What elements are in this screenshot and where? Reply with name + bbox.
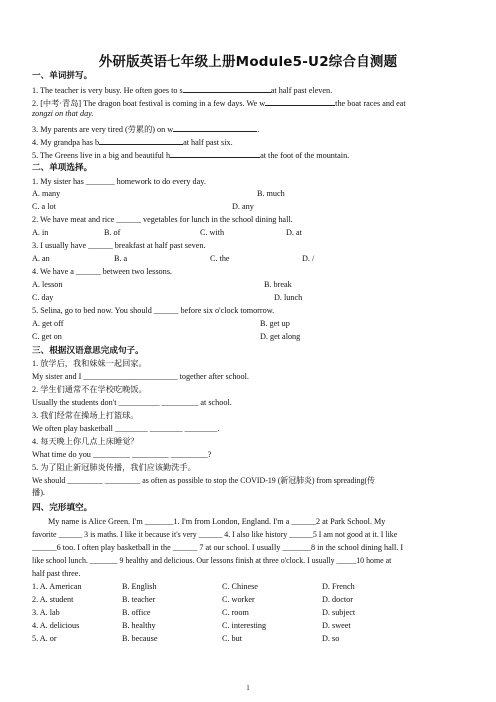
s3-q1-chinese: 1. 放学后，我和妹妹一起回家。 — [32, 359, 147, 368]
section-3-heading: 三、根据汉语意思完成句子。 — [32, 346, 144, 356]
s3-q5-chinese: 5. 为了阻止新冠肺炎传播，我们应该勤洗手。 — [32, 463, 196, 472]
s2-question-2: 2. We have meat and rice ______ vegetables for lunch in the school dining hall. — [32, 215, 293, 224]
page-title: 外研版英语七年级上册Module5-U2综合自测题 — [98, 54, 398, 70]
s2-question-4: 4. We have a ______ between two lessons. — [32, 267, 172, 276]
document-page: 外研版英语七年级上册Module5-U2综合自测题 一、单词拼写。 1. The teacher is very busy. He often goes to s at half past eleven. 2. [中考·青岛] The dragon boat festival is coming in a few days. We w the boat races and eat zongzi on that day. 3. My parents are very tired (劳累的) on w . 4. My grandpa has b at half past six. 5. The Greens live in a big and beautiful h at the foot of the mountain. 二、单项选择。 1. My sister has _______ homework to do every day. A. many B. much C. a lot D. any 2. We have meat and rice ______ vegetables for lunch in the school dining hall. A. in B. of C. with D. at 3. I usually have ______ breakfast at half past seven. A. an B. a C. the D. / 4. We have a ______ between two lessons. A. lesson B. break C. day D. lunch 5. Selina, go to bed now. You should ______ before six o'clock tomorrow. A. get off B. get up C. get on D. get along 三、根据汉语意思完成句子。 1. 放学后，我和妹妹一起回家。 My sister and I _______________________ together after school. 2. 学生们通常不在学校吃晚饭。 Usually the students don't __________ _________ at school. 3. 我们经常在操场上打篮球。 We often play basketball ________ ________ ________. 4. 每天晚上你几点上床睡觉？ What time do you _________ _________ _________? 5. 为了阻止新冠肺炎传播，我们应该勤洗手。 We should _________ _________ as often as possible to stop the COVID-19 (新冠肺炎) from spreading(传 播). 四、完形填空。 My name is Alice Green. I'm _______1. I'm from London, England. I'm a ______2 at Park School. My favorite ______ 3 is maths. I like it because it's very ______ 4. I also like history ______5 I am not good at it. I like ______6 too. I often play basketball in the ______ 7 at our school. I usually _______8 in the school dining hall. I like school lunch. _______ 9 healthy and delicious. Our lessons finish at three o'clock. I usually _____10 home at half past three. 1. A. American B. English C. Chinese D. French 2. A. student B. teacher C. worker D. doctor 3. A. lab B. office C. room D. subject 4. A. delicious B. healthy C. interesting D. sweet 5. A. or B. because C. but D. so 1 — [0, 0, 496, 702]
cloze-passage-line-1: My name is Alice Green. I'm _______1. I'm from London, England. I'm a ______2 at Park School. My — [48, 517, 386, 526]
s3-q4-chinese: 4. 每天晚上你几点上床睡觉？ — [32, 437, 139, 446]
s1-question-2: 2. [中考·青岛] The dragon boat festival is coming in a few days. We w the boat races and eat — [32, 99, 406, 108]
s3-q2-english: Usually the students don't __________ _________ at school. — [32, 398, 232, 407]
s2-question-1: 1. My sister has _______ homework to do every day. — [32, 177, 206, 186]
s3-q1-english: My sister and I _______________________ together after school. — [32, 372, 249, 381]
cloze-passage-line-4: like school lunch. _______ 9 healthy and delicious. Our lessons finish at three o'clock. I usually _____10 home at — [32, 556, 392, 565]
s3-q4-english: What time do you _________ _________ _________? — [32, 450, 212, 459]
s1-question-3: 3. My parents are very tired (劳累的) on w . — [32, 125, 260, 134]
section-2-heading: 二、单项选择。 — [32, 163, 93, 173]
s3-q5-english-cont: 播). — [32, 488, 45, 497]
s1-question-2-cont: zongzi on that day. — [32, 109, 94, 118]
s1-question-5: 5. The Greens live in a big and beautiful h at the foot of the mountain. — [32, 151, 350, 160]
s3-q3-chinese: 3. 我们经常在操场上打篮球。 — [32, 411, 139, 420]
s2-question-3: 3. I usually have ______ breakfast at half past seven. — [32, 241, 206, 250]
s3-q5-english: We should _________ _________ as often as possible to stop the COVID-19 (新冠肺炎) from spreading(传 — [32, 476, 376, 485]
page-number: 1 — [246, 684, 250, 692]
s1-question-4: 4. My grandpa has b at half past six. — [32, 138, 233, 147]
cloze-passage-line-2: favorite ______ 3 is maths. I like it because it's very ______ 4. I also like history ______5 I am not good at it. I like — [32, 530, 398, 539]
s3-q3-english: We often play basketball ________ ________ ________. — [32, 424, 220, 433]
section-1-heading: 一、单词拼写。 — [32, 71, 93, 81]
s2-question-5: 5. Selina, go to bed now. You should ______ before six o'clock tomorrow. — [32, 306, 275, 315]
cloze-passage-line-5: half past three. — [32, 569, 81, 578]
cloze-passage-line-3: ______6 too. I often play basketball in the ______ 7 at our school. I usually _______8 in the school dining hall. I — [32, 543, 404, 552]
section-4-heading: 四、完形填空。 — [32, 503, 93, 513]
s1-question-1: 1. The teacher is very busy. He often goes to s at half past eleven. — [32, 86, 333, 95]
s3-q2-chinese: 2. 学生们通常不在学校吃晚饭。 — [32, 385, 147, 394]
